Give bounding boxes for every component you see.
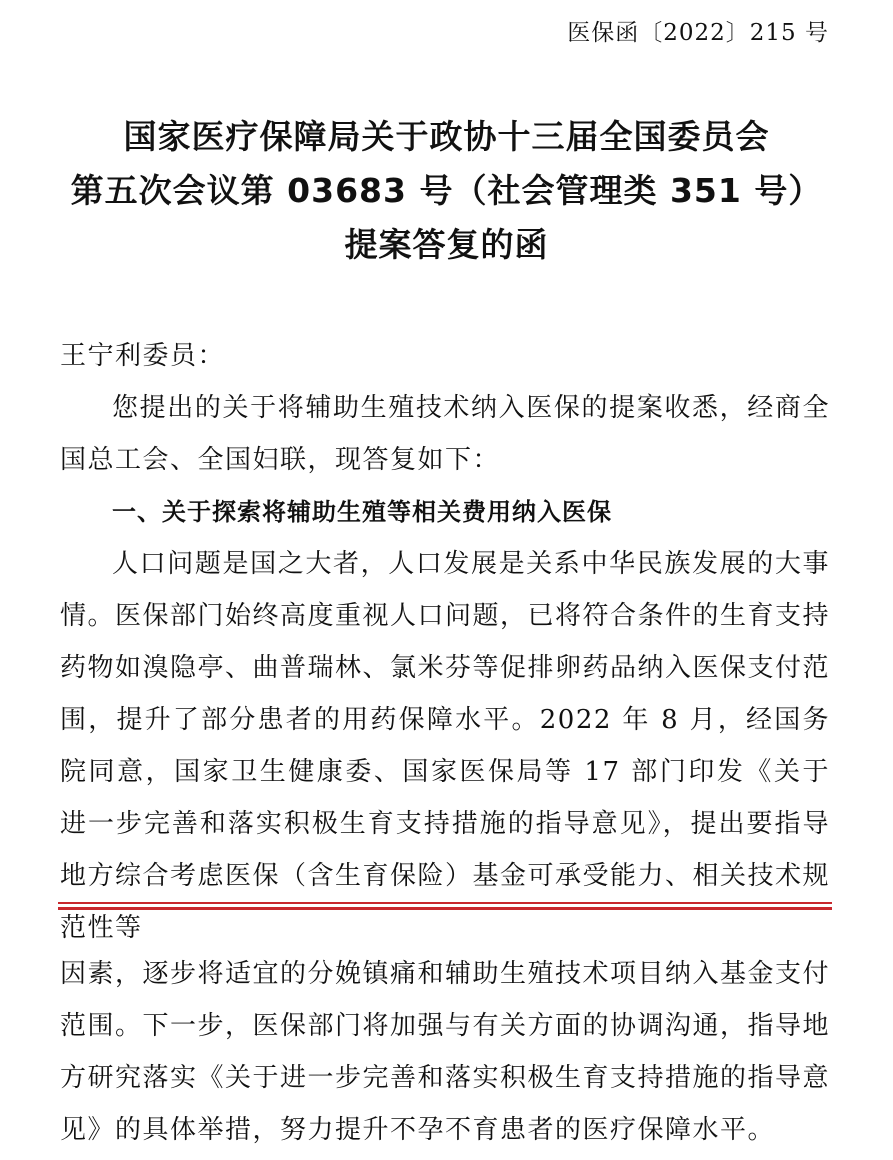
page-divider-thin <box>58 902 832 904</box>
paragraph-intro <box>60 382 830 486</box>
section-heading-1: 一、关于探索将辅助生殖等相关费用纳入医保 <box>112 498 612 526</box>
page-divider-thick <box>58 907 832 910</box>
document-title <box>40 110 853 272</box>
section-1-paragraph <box>60 538 830 954</box>
salutation: 王宁利委员： <box>60 341 226 371</box>
section-1-paragraph-text: 人口问题是国之大者，人口发展是关系中华民族发展的大事情。医保部门始终高度重视人口问题，已将符合条件的生育支持药物如溴隐亭、曲普瑞林、氯米芬等促排卵药品纳入医保支付范围，提升了部分患者的用药保障水平。2022 年 8 月，经国务院同意，国家卫生健康委、国家医保局等 17 部门印发《关于进一步完善和落实积极生育支持措施的指导意见》，提出要指导地方综合考虑医保（含生育保险）基金可承受能力、相关技术规范性等 <box>60 549 831 943</box>
title-line-2: 第五次会议第 03683 号（社会管理类 351 号） <box>70 171 823 210</box>
document-number: 医保函〔2022〕215 号 <box>567 20 829 46</box>
section-1-paragraph-continued-text: 因素，逐步将适宜的分娩镇痛和辅助生殖技术项目纳入基金支付范围。下一步，医保部门将加强与有关方面的协调沟通，指导地方研究落实《关于进一步完善和落实积极生育支持措施的指导意见》的具体举措，努力提升不孕不育患者的医疗保障水平。 <box>60 959 831 1145</box>
section-1-paragraph-continued <box>60 948 830 1156</box>
title-line-1: 国家医疗保障局关于政协十三届全国委员会 <box>123 117 770 156</box>
title-line-3: 提案答复的函 <box>344 225 549 264</box>
paragraph-intro-text: 您提出的关于将辅助生殖技术纳入医保的提案收悉，经商全国总工会、全国妇联，现答复如下： <box>60 393 830 475</box>
